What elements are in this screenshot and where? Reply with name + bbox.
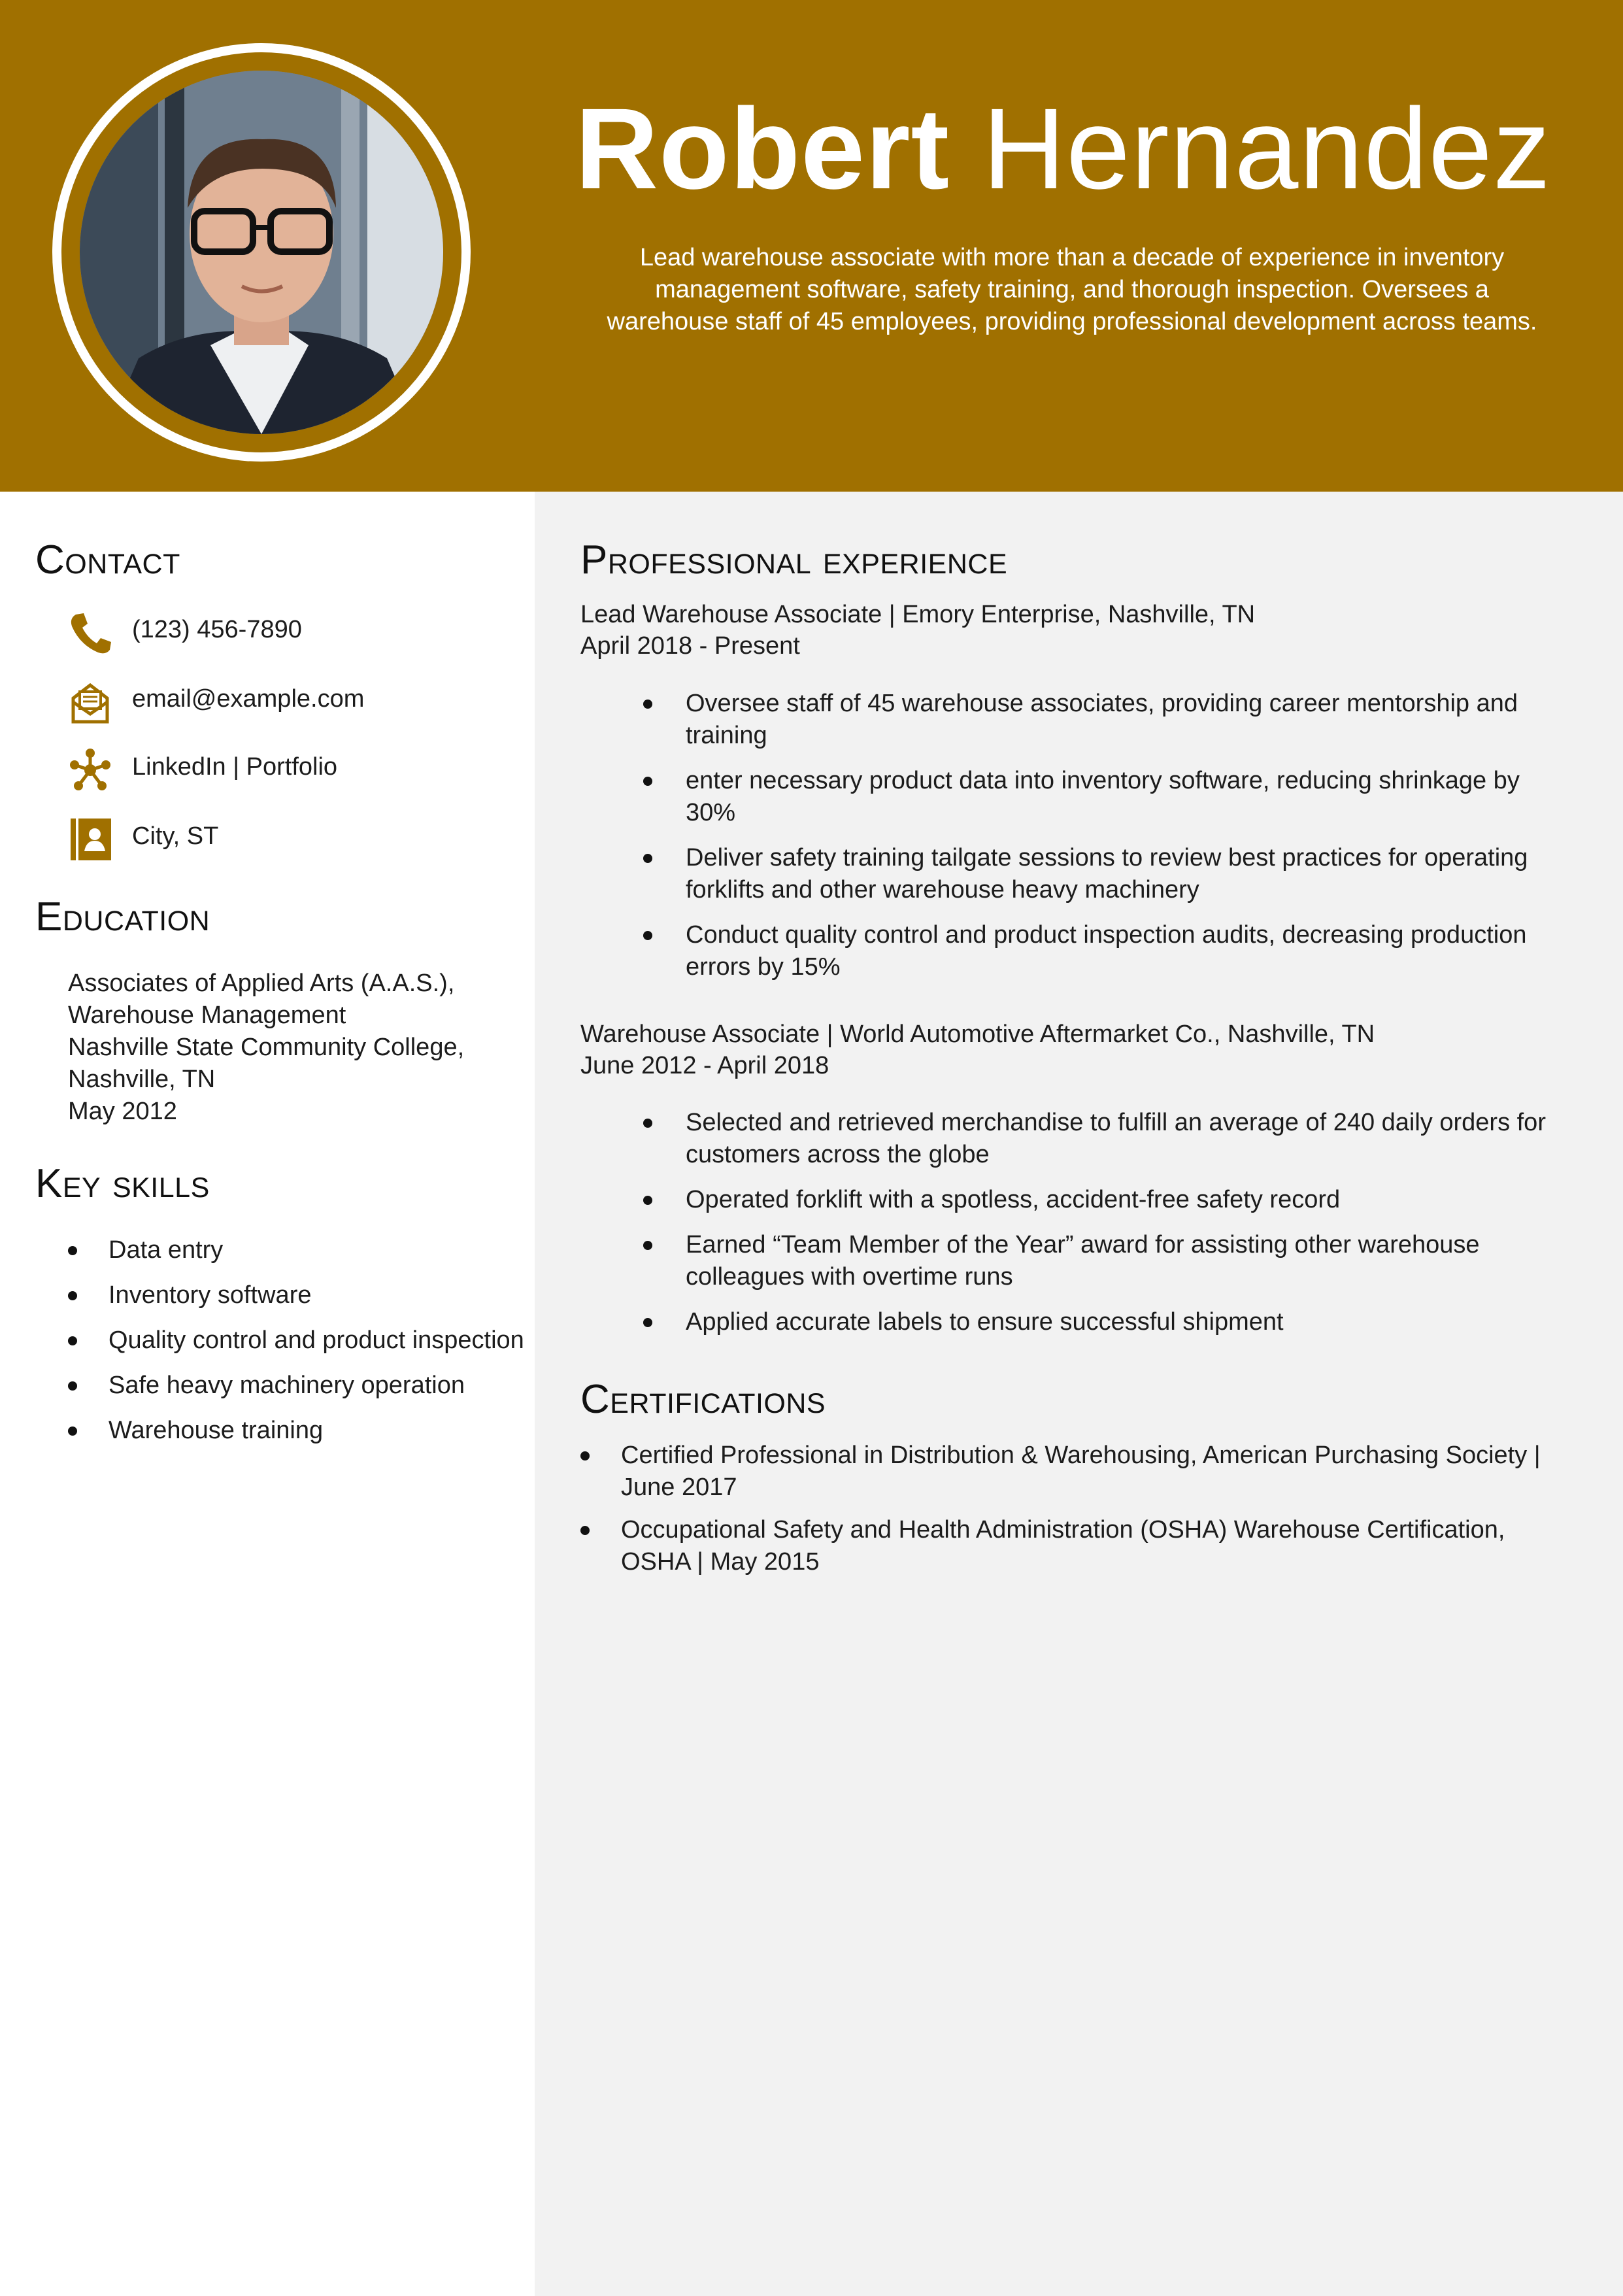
last-name: Hernandez (982, 85, 1552, 213)
phone-number: (123) 456-7890 (132, 616, 302, 643)
job-1-dates: April 2018 - Present (580, 632, 800, 660)
job-2-dates: June 2012 - April 2018 (580, 1052, 829, 1079)
job-2-bullets (643, 1107, 1571, 1351)
skill-item: Data entry (68, 1234, 526, 1266)
candidate-name (575, 85, 1556, 213)
first-name: Robert (575, 85, 950, 213)
certification-item: Certified Professional in Distribution & Warehousing, American Purchasing Society | June 2017 (578, 1440, 1571, 1504)
skill-item: Warehouse training (68, 1415, 526, 1447)
certification-item: Occupational Safety and Health Administration (OSHA) Warehouse Certification, OSHA | May 2015 (578, 1514, 1571, 1578)
skill-item: Quality control and product inspection (68, 1325, 526, 1357)
skills-list (68, 1234, 526, 1460)
school-line-2: Nashville, TN (68, 1066, 216, 1093)
certifications-list (578, 1440, 1571, 1589)
contact-card-icon (67, 816, 114, 863)
education-entry (68, 968, 526, 1128)
job-bullet: Applied accurate labels to ensure successful shipment (643, 1306, 1571, 1338)
certifications-heading: Certifications (580, 1377, 826, 1422)
job-bullet: Operated forklift with a spotless, accident-free safety record (643, 1184, 1571, 1216)
job-bullet: Conduct quality control and product inspection audits, decreasing production errors by 15% (643, 919, 1571, 983)
profile-photo (80, 71, 443, 434)
profile-photo-frame (52, 43, 471, 462)
degree-line-1: Associates of Applied Arts (A.A.S.), (68, 970, 455, 997)
network-icon (67, 747, 114, 794)
email-icon (67, 679, 114, 726)
job-2-title: Warehouse Associate | World Automotive Aftermarket Co., Nashville, TN (580, 1021, 1375, 1048)
job-bullet: Earned “Team Member of the Year” award for assisting other warehouse colleagues with overtime runs (643, 1229, 1571, 1293)
professional-summary: Lead warehouse associate with more than a decade of experience in inventory management software, safety training, and thorough inspection. Oversees a warehouse staff of 45 employees, providing professional development across teams. (607, 244, 1537, 335)
job-bullet: Oversee staff of 45 warehouse associates, providing career mentorship and training (643, 688, 1571, 752)
degree-line-2: Warehouse Management (68, 1002, 346, 1029)
school-line-1: Nashville State Community College, (68, 1034, 465, 1061)
skill-item: Inventory software (68, 1279, 526, 1311)
experience-heading: Professional experience (580, 537, 1008, 582)
graduation-date: May 2012 (68, 1098, 177, 1125)
skills-heading: Key skills (35, 1161, 210, 1206)
profile-photo-illustration (80, 71, 443, 434)
location: City, ST (132, 822, 219, 850)
header-banner (0, 0, 1623, 492)
job-bullet: Selected and retrieved merchandise to fulfill an average of 240 daily orders for customers across the globe (643, 1107, 1571, 1171)
education-heading: Education (35, 894, 210, 939)
skill-item: Safe heavy machinery operation (68, 1370, 526, 1402)
job-1-bullets (643, 688, 1571, 996)
contact-heading: Contact (35, 537, 180, 582)
phone-icon (67, 609, 114, 656)
job-bullet: Deliver safety training tailgate sessions to review best practices for operating forklifts and other warehouse heavy machinery (643, 842, 1571, 906)
email-address: email@example.com (132, 685, 365, 713)
job-1-title: Lead Warehouse Associate | Emory Enterprise, Nashville, TN (580, 601, 1256, 628)
profile-links[interactable]: LinkedIn | Portfolio (132, 753, 338, 781)
job-bullet: enter necessary product data into inventory software, reducing shrinkage by 30% (643, 765, 1571, 829)
